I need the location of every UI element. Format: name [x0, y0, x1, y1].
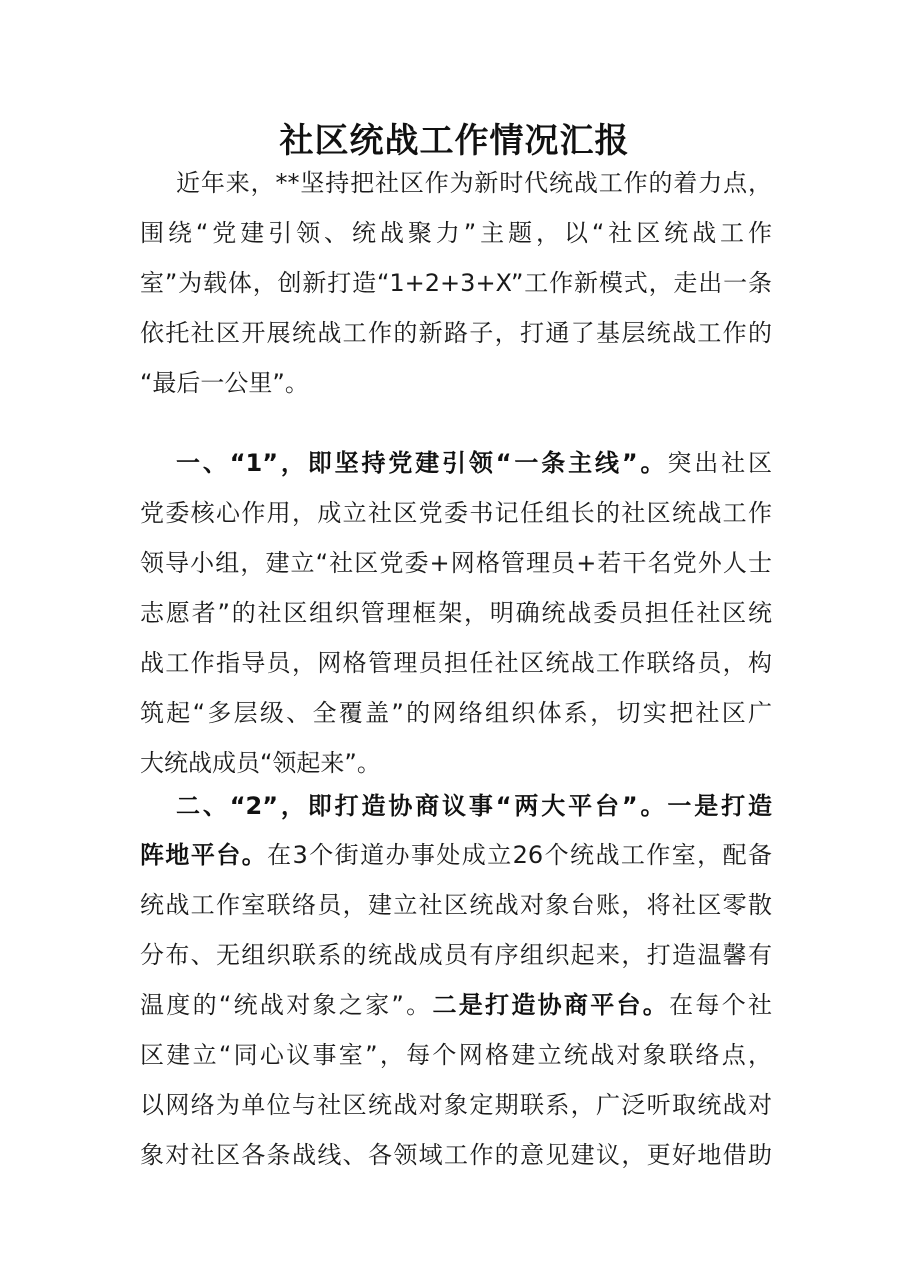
paragraph-line: [140, 308, 772, 358]
section-heading-line: [176, 781, 772, 831]
text-run: 筑起“多层级、全覆盖”的网络组织体系，切实把社区广: [140, 699, 772, 727]
text-run: 围绕“党建引领、统战聚力”主题，以“社区统战工作: [140, 219, 772, 247]
subheading: 二是打造协商平台。: [432, 991, 670, 1019]
text-run: “最后一公里”。: [140, 369, 309, 397]
paragraph-line: [176, 158, 772, 208]
text-run: 领导小组，建立“社区党委+网格管理员+若干名党外人士: [140, 549, 772, 577]
section-heading: 二、“2”，即打造协商议事“两大平台”。一是打造: [176, 792, 772, 820]
text-run: 区建立“同心议事室”，每个网格建立统战对象联络点，: [140, 1041, 772, 1069]
text-run: 近年来，**坚持把社区作为新时代统战工作的着力点，: [176, 169, 772, 197]
text-run: 象对社区各条战线、各领域工作的意见建议，更好地借助: [140, 1141, 772, 1169]
paragraph-line: [140, 1130, 772, 1180]
paragraph-line: [140, 1080, 772, 1130]
text-run: 在每个社: [669, 991, 772, 1019]
paragraph-line: [140, 358, 772, 408]
section-heading-line: [176, 438, 772, 488]
paragraph-line: [140, 880, 772, 930]
paragraph-line: [140, 830, 772, 880]
text-run: 党委核心作用，成立社区党委书记任组长的社区统战工作: [140, 499, 772, 527]
text-run: 战工作指导员，网格管理员担任社区统战工作联络员，构: [140, 649, 772, 677]
text-run: 志愿者”的社区组织管理框架，明确统战委员担任社区统: [140, 599, 772, 627]
text-run: 分布、无组织联系的统战成员有序组织起来，打造温馨有: [140, 941, 772, 969]
paragraph-line: [140, 488, 772, 538]
text-run: 室”为载体，创新打造“1+2+3+X”工作新模式，走出一条: [140, 269, 772, 297]
paragraph-line: [140, 538, 772, 588]
paragraph-line: [140, 588, 772, 638]
paragraph-line: [140, 688, 772, 738]
text-run: 以网络为单位与社区统战对象定期联系，广泛听取统战对: [140, 1091, 772, 1119]
paragraph-line: [140, 980, 772, 1030]
subheading: 阵地平台。: [140, 841, 268, 869]
paragraph-line: [140, 258, 772, 308]
text-run: 依托社区开展统战工作的新路子，打通了基层统战工作的: [140, 319, 772, 347]
text-run: 突出社区: [667, 449, 772, 477]
paragraph-line: [140, 638, 772, 688]
paragraph-line: [140, 208, 772, 258]
text-run: 大统战成员“领起来”。: [140, 749, 381, 777]
text-run: 温度的“统战对象之家”。: [140, 991, 433, 1019]
paragraph-line: [140, 1030, 772, 1080]
text-run: 在3个街道办事处成立26个统战工作室，配备: [267, 841, 772, 869]
paragraph-line: [140, 930, 772, 980]
document-title: 社区统战工作情况汇报: [279, 121, 630, 161]
section-heading: 一、“1”，即坚持党建引领“一条主线”。: [176, 449, 668, 477]
text-run: 统战工作室联络员，建立社区统战对象台账，将社区零散: [140, 891, 772, 919]
